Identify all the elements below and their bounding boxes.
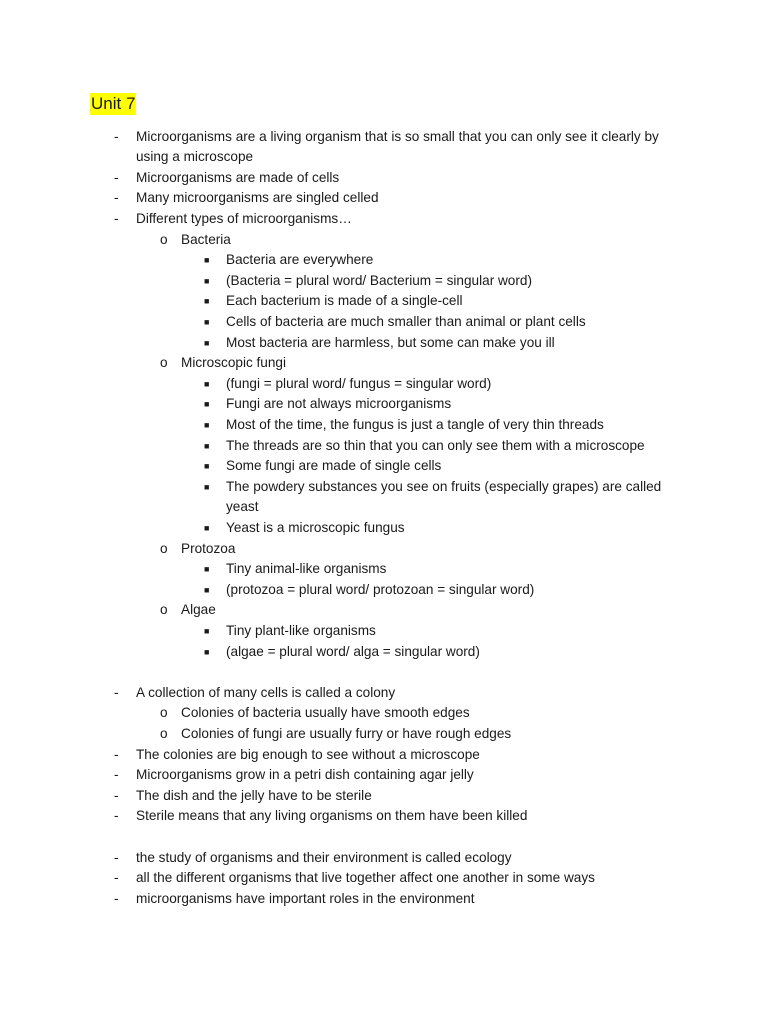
list-item-level-3 bbox=[204, 642, 480, 663]
list-item-level-1 bbox=[114, 127, 659, 148]
list-item-level-3 bbox=[204, 312, 586, 333]
square-bullet: ■ bbox=[204, 481, 210, 492]
list-item-text: Bacteria are everywhere bbox=[226, 252, 374, 268]
dash-bullet: - bbox=[114, 767, 119, 783]
square-bullet: ■ bbox=[204, 419, 210, 430]
list-item-level-3 bbox=[204, 415, 604, 436]
square-bullet: ■ bbox=[204, 584, 210, 595]
list-item-text: Tiny animal-like organisms bbox=[226, 561, 387, 577]
list-item-level-1 bbox=[114, 806, 528, 827]
square-bullet: ■ bbox=[204, 564, 210, 575]
list-item-text: (algae = plural word/ alga = singular word) bbox=[226, 643, 480, 659]
square-bullet: ■ bbox=[204, 399, 210, 410]
list-item-text: Colonies of fungi are usually furry or have rough edges bbox=[181, 725, 512, 741]
list-item-text: (Bacteria = plural word/ Bacterium = singular word) bbox=[226, 272, 532, 288]
list-item-text: all the different organisms that live together affect one another in some ways bbox=[136, 870, 595, 886]
square-bullet: ■ bbox=[204, 646, 210, 657]
dash-bullet: - bbox=[114, 684, 119, 700]
list-item-text: Microorganisms are a living organism that is so small that you can only see it clearly by bbox=[136, 128, 659, 144]
dash-bullet: - bbox=[114, 787, 119, 803]
list-item-text: (protozoa = plural word/ protozoan = singular word) bbox=[226, 581, 535, 597]
list-item-level-2 bbox=[160, 703, 470, 724]
list-item-level-3 bbox=[204, 436, 645, 457]
list-item-text: using a microscope bbox=[136, 149, 254, 165]
list-item-level-3 bbox=[204, 456, 442, 477]
list-item-text: Sterile means that any living organisms on them have been killed bbox=[136, 808, 528, 824]
list-item-text: Colonies of bacteria usually have smooth edges bbox=[181, 705, 470, 721]
list-item-text: Microorganisms grow in a petri dish containing agar jelly bbox=[136, 767, 474, 783]
list-item-level-2 bbox=[160, 539, 236, 560]
list-item-text: Fungi are not always microorganisms bbox=[226, 396, 452, 412]
list-item-level-2 bbox=[160, 724, 512, 745]
list-item-level-3 bbox=[204, 250, 374, 271]
list-item-level-3 bbox=[204, 271, 532, 292]
square-bullet: ■ bbox=[204, 522, 210, 533]
dash-bullet: - bbox=[114, 890, 119, 906]
circle-bullet: o bbox=[160, 725, 168, 741]
list-item-level-3 bbox=[204, 374, 492, 395]
circle-bullet: o bbox=[160, 231, 168, 247]
list-item-level-1 bbox=[114, 848, 512, 869]
list-item-text: Most of the time, the fungus is just a tangle of very thin threads bbox=[226, 416, 604, 432]
list-item-level-1 bbox=[114, 188, 379, 209]
list-item-text: Many microorganisms are singled celled bbox=[136, 190, 379, 206]
list-item-level-3 bbox=[204, 333, 555, 354]
square-bullet: ■ bbox=[204, 378, 210, 389]
list-item-text: The colonies are big enough to see without a microscope bbox=[136, 746, 480, 762]
list-item-text: Most bacteria are harmless, but some can make you ill bbox=[226, 334, 555, 350]
list-item-level-1 bbox=[114, 745, 480, 766]
list-item-text: The dish and the jelly have to be sterile bbox=[136, 787, 372, 803]
list-item-text: Cells of bacteria are much smaller than animal or plant cells bbox=[226, 313, 586, 329]
circle-bullet: o bbox=[160, 705, 168, 721]
square-bullet: ■ bbox=[204, 255, 210, 266]
dash-bullet: - bbox=[114, 808, 119, 824]
list-item-level-3 bbox=[204, 518, 405, 539]
list-item-level-3 bbox=[204, 394, 452, 415]
square-bullet: ■ bbox=[204, 296, 210, 307]
list-item-level-3 bbox=[204, 291, 463, 312]
list-item-text: Yeast is a microscopic fungus bbox=[226, 519, 405, 535]
list-item-level-1 bbox=[114, 683, 396, 704]
list-item-level-1 bbox=[114, 786, 372, 807]
list-item-text: Algae bbox=[181, 602, 216, 618]
list-item-text: Microscopic fungi bbox=[181, 355, 287, 371]
dash-bullet: - bbox=[114, 210, 119, 226]
list-item-level-3 bbox=[204, 477, 662, 498]
dash-bullet: - bbox=[114, 190, 119, 206]
square-bullet: ■ bbox=[204, 316, 210, 327]
list-item-text: microorganisms have important roles in the environment bbox=[136, 890, 475, 906]
list-item-level-1 bbox=[114, 209, 352, 230]
circle-bullet: o bbox=[160, 540, 168, 556]
list-item-level-2 bbox=[160, 230, 231, 251]
list-item-level-3 bbox=[204, 621, 376, 642]
list-item-text: Protozoa bbox=[181, 540, 236, 556]
list-item-text: Tiny plant-like organisms bbox=[226, 622, 376, 638]
list-item-text: (fungi = plural word/ fungus = singular word) bbox=[226, 375, 492, 391]
square-bullet: ■ bbox=[204, 440, 210, 451]
square-bullet: ■ bbox=[204, 337, 210, 348]
list-item-level-3 bbox=[204, 580, 535, 601]
list-item-text: A collection of many cells is called a colony bbox=[136, 684, 396, 700]
list-item-text: the study of organisms and their environment is called ecology bbox=[136, 849, 512, 865]
page-title: Unit 7 bbox=[91, 94, 136, 113]
dash-bullet: - bbox=[114, 128, 119, 144]
dash-bullet: - bbox=[114, 169, 119, 185]
list-item-level-1 bbox=[114, 868, 595, 889]
list-item-text: The threads are so thin that you can only see them with a microscope bbox=[226, 437, 645, 453]
list-item-level-2 bbox=[160, 600, 216, 621]
list-item-level-1 bbox=[114, 889, 475, 910]
list-item-level-2 bbox=[160, 353, 287, 374]
square-bullet: ■ bbox=[204, 275, 210, 286]
list-item-text: Microorganisms are made of cells bbox=[136, 169, 340, 185]
list-item-level-1 bbox=[114, 765, 474, 786]
list-item-text: Bacteria bbox=[181, 231, 231, 247]
list-item-level-1 bbox=[114, 168, 340, 189]
list-item-level-1 bbox=[136, 147, 253, 168]
list-item-text: The powdery substances you see on fruits (especially grapes) are called bbox=[226, 478, 662, 494]
list-item-text: yeast bbox=[226, 499, 259, 515]
circle-bullet: o bbox=[160, 602, 168, 618]
dash-bullet: - bbox=[114, 849, 119, 865]
circle-bullet: o bbox=[160, 355, 168, 371]
list-item-text: Different types of microorganisms… bbox=[136, 210, 352, 226]
square-bullet: ■ bbox=[204, 625, 210, 636]
list-item-text: Each bacterium is made of a single-cell bbox=[226, 293, 463, 309]
list-item-text: Some fungi are made of single cells bbox=[226, 458, 442, 474]
list-item-level-3 bbox=[204, 559, 387, 580]
list-item-level-3 bbox=[226, 497, 259, 518]
square-bullet: ■ bbox=[204, 461, 210, 472]
dash-bullet: - bbox=[114, 746, 119, 762]
dash-bullet: - bbox=[114, 870, 119, 886]
